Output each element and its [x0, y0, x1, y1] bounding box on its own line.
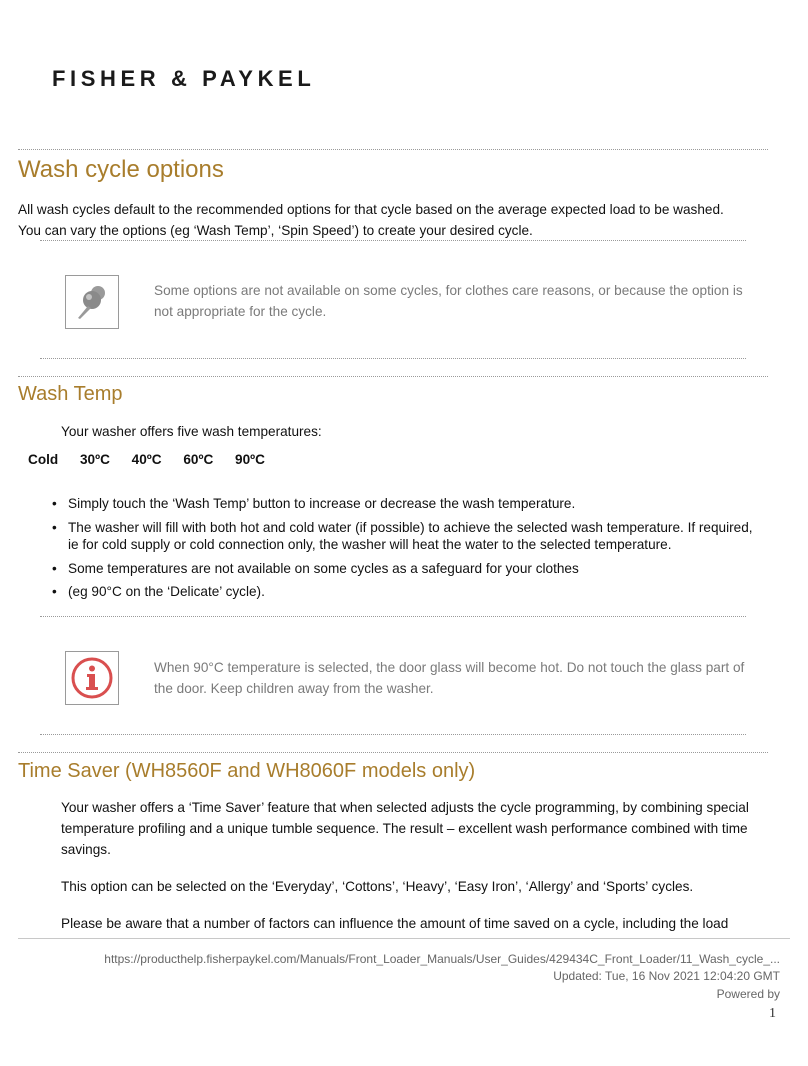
list-item: • (eg 90°C on the ‘Delicate’ cycle).: [52, 583, 764, 601]
temperature-option: 40ºC: [131, 452, 162, 467]
footer-updated: Updated: Tue, 16 Nov 2021 12:04:20 GMT: [553, 969, 780, 983]
time-saver-paragraph: Please be aware that a number of factors can influence the amount of time saved on a cycle, including the load: [61, 916, 729, 931]
list-item: • Some temperatures are not available on some cycles as a safeguard for your clothes: [52, 560, 764, 578]
warning-text: When 90°C temperature is selected, the door glass will become hot. Do not touch the glass part of the door. Keep children away from the washer.: [154, 660, 745, 696]
list-item: • The washer will fill with both hot and cold water (if possible) to achieve the selected wash temperature. If required, ie for cold supply or cold connection only, the washer will heat the water to the selected temperature.: [52, 519, 764, 554]
footer-divider: [18, 938, 790, 939]
temperature-option: Cold: [28, 452, 59, 467]
page-number: 1: [769, 1006, 776, 1021]
wash-temp-bullets: [52, 495, 764, 607]
temperature-list: [28, 452, 283, 467]
divider: [40, 358, 746, 359]
wash-temp-lead: Your washer offers five wash temperatures:: [61, 424, 322, 439]
divider: [40, 616, 746, 617]
footer-powered-by: Powered by: [716, 987, 780, 1001]
section-title-wash-temp: Wash Temp: [18, 383, 123, 405]
info-icon: [70, 656, 114, 700]
temperature-option: 90ºC: [235, 452, 265, 467]
time-saver-paragraph: This option can be selected on the ‘Everyday’, ‘Cottons’, ‘Heavy’, ‘Easy Iron’, ‘Allergy’ and ‘Sports’ cycles.: [61, 879, 694, 894]
list-item: • Simply touch the ‘Wash Temp’ button to increase or decrease the wash temperature.: [52, 495, 764, 513]
time-saver-paragraph: Your washer offers a ‘Time Saver’ feature that when selected adjusts the cycle programming, by combining special temperature profiling and a unique tumble sequence. The result – excellent wash performance combined with time savings.: [61, 800, 749, 857]
pushpin-icon: [72, 282, 112, 322]
note-text: Some options are not available on some cycles, for clothes care reasons, or because the option is not appropriate for the cycle.: [154, 283, 743, 319]
section-title-time-saver: Time Saver (WH8560F and WH8060F models only): [18, 760, 476, 782]
temperature-option: 60ºC: [183, 452, 214, 467]
divider: [18, 149, 768, 150]
page-title: Wash cycle options: [18, 156, 224, 183]
divider: [18, 752, 768, 753]
note-icon-box: [65, 275, 119, 329]
divider: [40, 734, 746, 735]
footer-url[interactable]: https://producthelp.fisherpaykel.com/Manuals/Front_Loader_Manuals/User_Guides/429434C_Front_Loader/11_Wash_cycle_...: [104, 952, 780, 966]
divider: [40, 240, 746, 241]
warning-icon-box: [65, 651, 119, 705]
intro-line-2: You can vary the options (eg ‘Wash Temp’, ‘Spin Speed’) to create your desired cycle.: [18, 223, 533, 238]
intro-line-1: All wash cycles default to the recommended options for that cycle based on the average expected load to be washed.: [18, 202, 724, 217]
divider: [18, 376, 768, 377]
temperature-option: 30ºC: [79, 452, 110, 467]
brand-logo: FISHER & PAYKEL: [52, 66, 316, 91]
